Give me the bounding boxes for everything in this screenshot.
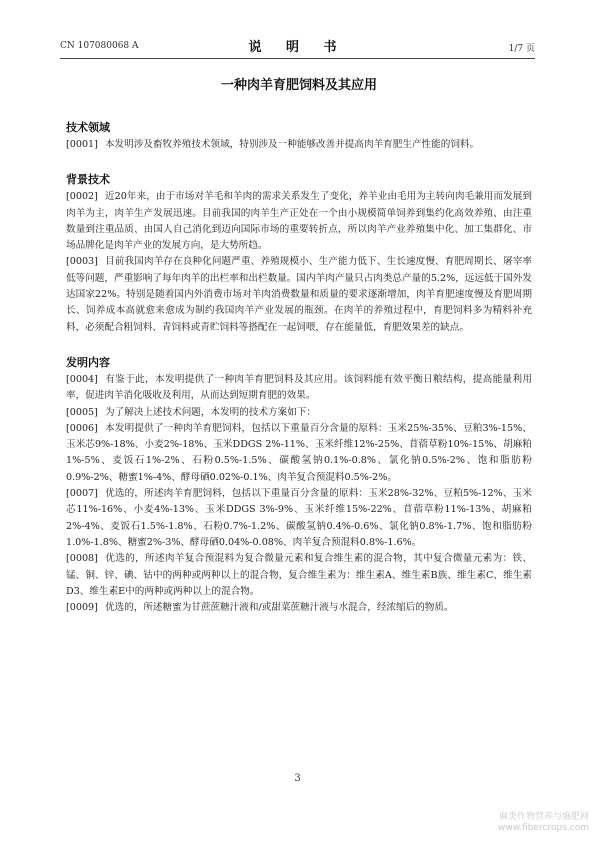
paragraph	[66, 551, 532, 600]
paragraph-text: 优选的，所述肉羊育肥饲料，包括以下重量百分含量的原料：玉米28%-32%、豆粕5%-12%、玉米芯11%-16%、小麦4%-13%、玉米DDGS 3%-9%、玉米纤维15%-22%、苜蓿草粉11%-13%、胡麻粕2%-4%、麦饭石1.5%-1.8%、石粉0.7%-1.2%、碳酸氢钠0.4%-0.6%、氯化钠0.8%-1.7%、饱和脂肪粉1.0%-1.8%、糖蜜2%-3%、酵母硒0.04%-0.08%、肉羊复合预混料0.8%-1.6%。	[66, 488, 532, 548]
page-number: 3	[294, 773, 301, 784]
paragraph-number: [0003]	[66, 256, 98, 268]
paragraph	[66, 486, 532, 551]
header-divider	[60, 58, 535, 59]
watermark-site-name: 麻类作物营养与施肥网	[498, 812, 589, 822]
paragraph-number: [0007]	[66, 488, 98, 500]
document-type: 说 明 书	[248, 40, 347, 55]
section-technical-field	[66, 119, 532, 153]
paragraph	[66, 189, 532, 254]
paragraph-number: [0009]	[66, 602, 98, 614]
paragraph	[66, 600, 532, 616]
section-heading: 发明内容	[66, 355, 110, 369]
section-summary	[66, 354, 532, 616]
paragraph-text: 优选的，所述糖蜜为甘蔗蔗糖汁液和/或甜菜蔗糖汁液与水混合，经浓缩后的物质。	[104, 602, 454, 614]
paragraph-number: [0002]	[66, 191, 98, 203]
paragraph-text: 为了解决上述技术问题，本发明的技术方案如下：	[104, 406, 317, 418]
paragraph-number: [0008]	[66, 553, 98, 565]
paragraph-text: 目前我国肉羊存在良种化问题严重、养殖规模小、生产能力低下、生长速度慢、育肥周期长、屠宰率低等问题，严重影响了每年肉羊的出栏率和出栏数量。国内羊肉产量只占肉类总产量的5.2%，远远低于国外发达国家22%。特别是随着国内外消费市场对羊肉消费数量和质量的要求逐渐增加，肉羊育肥速度慢及育肥周期长、饲养成本高就愈来愈成为制约我国肉羊产业发展的瓶颈。在肉羊的养殖过程中，育肥饲料多为精料补充料，必须配合粗饲料、青饲料或青贮饲料等搭配在一起饲喂，存在能量低，育肥效果差的缺点。	[66, 256, 532, 333]
paragraph-text: 本发明涉及畜牧养殖技术领域，特别涉及一种能够改善并提高肉羊育肥生产性能的饲料。	[104, 139, 480, 150]
section-background	[66, 171, 532, 336]
page-header	[60, 36, 535, 56]
section-heading: 技术领域	[66, 121, 110, 134]
paragraph-number: [0004]	[66, 373, 98, 385]
paragraph	[66, 405, 532, 421]
section-heading: 背景技术	[66, 173, 110, 187]
document-body	[66, 74, 532, 616]
patent-number: CN 107080068 A	[60, 41, 139, 51]
site-watermark	[498, 812, 589, 834]
paragraph	[66, 372, 532, 405]
paragraph-text: 近20年来，由于市场对羊毛和羊肉的需求关系发生了变化，养羊业由毛用为主转向肉毛兼用而发展到肉羊为主，肉羊生产发展迅速。目前我国的肉羊生产正处在一个由小规模简单饲养到集约化高效养殖、由注重数量到注重品质、由国人自己消化到迈向国际市场的重要转折点，所以肉羊产业养殖集中化、加工集群化、市场品牌化是肉羊产业的发展方向，是大势所趋。	[66, 191, 532, 252]
paragraph-text: 有鉴于此，本发明提供了一种肉羊育肥饲料及其应用。该饲料能有效平衡日粮结构，提高能量利用率，促进肉羊消化吸收及利用，从而达到短期育肥的效果。	[66, 373, 532, 402]
paragraph	[66, 254, 532, 335]
paragraph	[66, 137, 532, 153]
paragraph-number: [0006]	[66, 422, 98, 434]
paragraph-number: [0001]	[66, 139, 98, 150]
document-title: 一种肉羊育肥饲料及其应用	[220, 78, 377, 93]
paragraph-text: 优选的，所述肉羊复合预混料为复合微量元素和复合维生素的混合物，其中复合微量元素为：铁、锰、铜、锌、碘、钴中的两种或两种以上的混合物，复合维生素为：维生素A、维生素B族、维生素C、维生素D3、维生素E中的两种或两种以上的混合物。	[66, 553, 532, 597]
paragraph-number: [0005]	[66, 406, 98, 418]
paragraph-text: 本发明提供了一种肉羊育肥饲料，包括以下重量百分含量的原料：玉米25%-35%、豆粕3%-15%、玉米芯9%-18%、小麦2%-18%、玉米DDGS 2%-11%、玉米纤维12%-25%、苜蓿草粉10%-15%、胡麻粕1%-5%、麦饭石1%-2%、石粉0.5%-1.5%、碳酸氢钠0.1%-0.8%、氯化钠0.5%-2%、饱和脂肪粉0.9%-2%、糖蜜1%-4%、酵母硒0.02%-0.1%、肉羊复合预混料0.5%-2%。	[66, 422, 532, 483]
watermark-url: www.fibercrops.com	[498, 823, 589, 833]
page-count: 1/7 页	[508, 44, 535, 54]
paragraph	[66, 421, 532, 486]
